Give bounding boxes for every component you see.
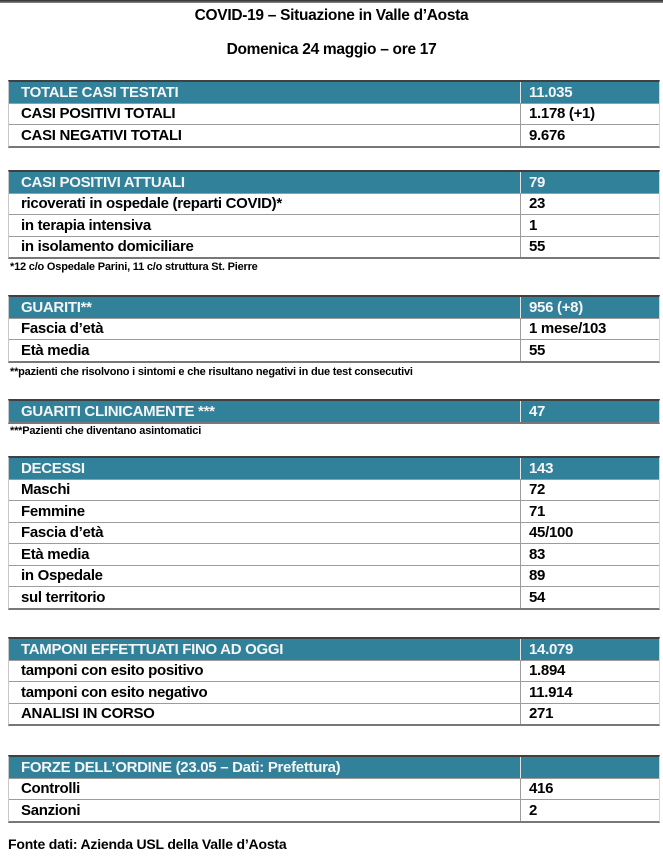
row-value: 1.178 (+1) [520, 104, 659, 125]
header-value: 11.035 [520, 82, 659, 103]
table-row [9, 103, 659, 125]
table-row [9, 586, 659, 608]
table-totale-casi-testati [8, 80, 660, 148]
header-label: DECESSI [21, 459, 85, 477]
header-value: 143 [520, 458, 659, 479]
row-label: Fascia d’età [21, 320, 104, 338]
row-value: 9.676 [520, 125, 659, 146]
footnote-guariti-clinicamente: ***Pazienti che diventano asintomatici [10, 425, 202, 437]
table-row [9, 479, 659, 501]
table-header-row [9, 297, 659, 318]
table-header-row [9, 82, 659, 103]
table-row [9, 799, 659, 821]
row-label: tamponi con esito positivo [21, 662, 204, 680]
row-value: 416 [520, 779, 659, 800]
row-label: in Ospedale [21, 567, 103, 585]
row-value: 2 [520, 800, 659, 821]
row-label: Sanzioni [21, 801, 81, 819]
row-value: 45/100 [520, 523, 659, 544]
table-row [9, 236, 659, 258]
row-label: Fascia d’età [21, 524, 104, 542]
header-value: 14.079 [520, 639, 659, 660]
table-row [9, 318, 659, 340]
row-label: Femmine [21, 502, 85, 520]
table-header-row [9, 639, 659, 660]
table-row [9, 124, 659, 146]
row-value: 55 [520, 237, 659, 258]
row-value: 72 [520, 480, 659, 501]
table-row [9, 543, 659, 565]
row-value: 1.894 [520, 661, 659, 682]
header-label: TOTALE CASI TESTATI [21, 83, 179, 101]
row-value: 83 [520, 544, 659, 565]
table-header-row [9, 172, 659, 193]
row-value: 54 [520, 587, 659, 608]
row-value: 1 [520, 215, 659, 236]
table-row [9, 660, 659, 682]
row-value: 11.914 [520, 682, 659, 703]
row-label: Controlli [21, 780, 80, 798]
header-value: 956 (+8) [520, 297, 659, 318]
row-label: Età media [21, 545, 90, 563]
table-forze-ordine [8, 755, 660, 823]
row-label: in terapia intensiva [21, 216, 151, 234]
row-label: Età media [21, 341, 90, 359]
table-casi-positivi-attuali [8, 170, 660, 259]
row-label: CASI POSITIVI TOTALI [21, 105, 176, 123]
table-row [9, 703, 659, 725]
row-label: tamponi con esito negativo [21, 683, 208, 701]
row-label: Maschi [21, 481, 71, 499]
table-tamponi [8, 637, 660, 726]
header-label: CASI POSITIVI ATTUALI [21, 173, 185, 191]
top-border-line [0, 0, 663, 3]
footnote-guariti: **pazienti che risolvono i sintomi e che risultano negativi in due test consecutivi [10, 366, 413, 378]
table-header-row [9, 458, 659, 479]
row-label: ANALISI IN CORSO [21, 705, 155, 723]
header-value: 47 [520, 401, 659, 422]
row-value: 71 [520, 501, 659, 522]
table-decessi [8, 456, 660, 610]
header-value: 79 [520, 172, 659, 193]
row-label: CASI NEGATIVI TOTALI [21, 126, 182, 144]
header-label: TAMPONI EFFETTUATI FINO AD OGGI [21, 640, 284, 658]
row-value: 271 [520, 704, 659, 725]
header-label: GUARITI CLINICAMENTE *** [21, 402, 215, 420]
row-label: sul territorio [21, 588, 106, 606]
table-guariti-clinicamente [8, 399, 660, 424]
table-header-row [9, 401, 659, 422]
page-subtitle: Domenica 24 maggio – ore 17 [226, 41, 437, 58]
page-title: COVID-19 – Situazione in Valle d’Aosta [194, 7, 469, 24]
header-label: FORZE DELL’ORDINE (23.05 – Dati: Prefettura) [21, 758, 341, 776]
row-value: 1 mese/103 [520, 319, 659, 340]
footnote-ricoverati: *12 c/o Ospedale Parini, 11 c/o struttura St. Pierre [10, 261, 258, 273]
table-row [9, 778, 659, 800]
table-row [9, 339, 659, 361]
row-value: 89 [520, 566, 659, 587]
table-row [9, 214, 659, 236]
table-row [9, 522, 659, 544]
table-row [9, 500, 659, 522]
row-label: ricoverati in ospedale (reparti COVID)* [21, 195, 282, 213]
row-label: in isolamento domiciliare [21, 238, 194, 256]
table-header-row [9, 757, 659, 778]
table-row [9, 565, 659, 587]
row-value: 55 [520, 340, 659, 361]
table-row [9, 681, 659, 703]
header-value [520, 757, 659, 778]
table-guariti [8, 295, 660, 363]
table-row [9, 193, 659, 215]
row-value: 23 [520, 194, 659, 215]
header-label: GUARITI** [21, 298, 92, 316]
data-source-footer: Fonte dati: Azienda USL della Valle d’Aosta [8, 836, 287, 852]
